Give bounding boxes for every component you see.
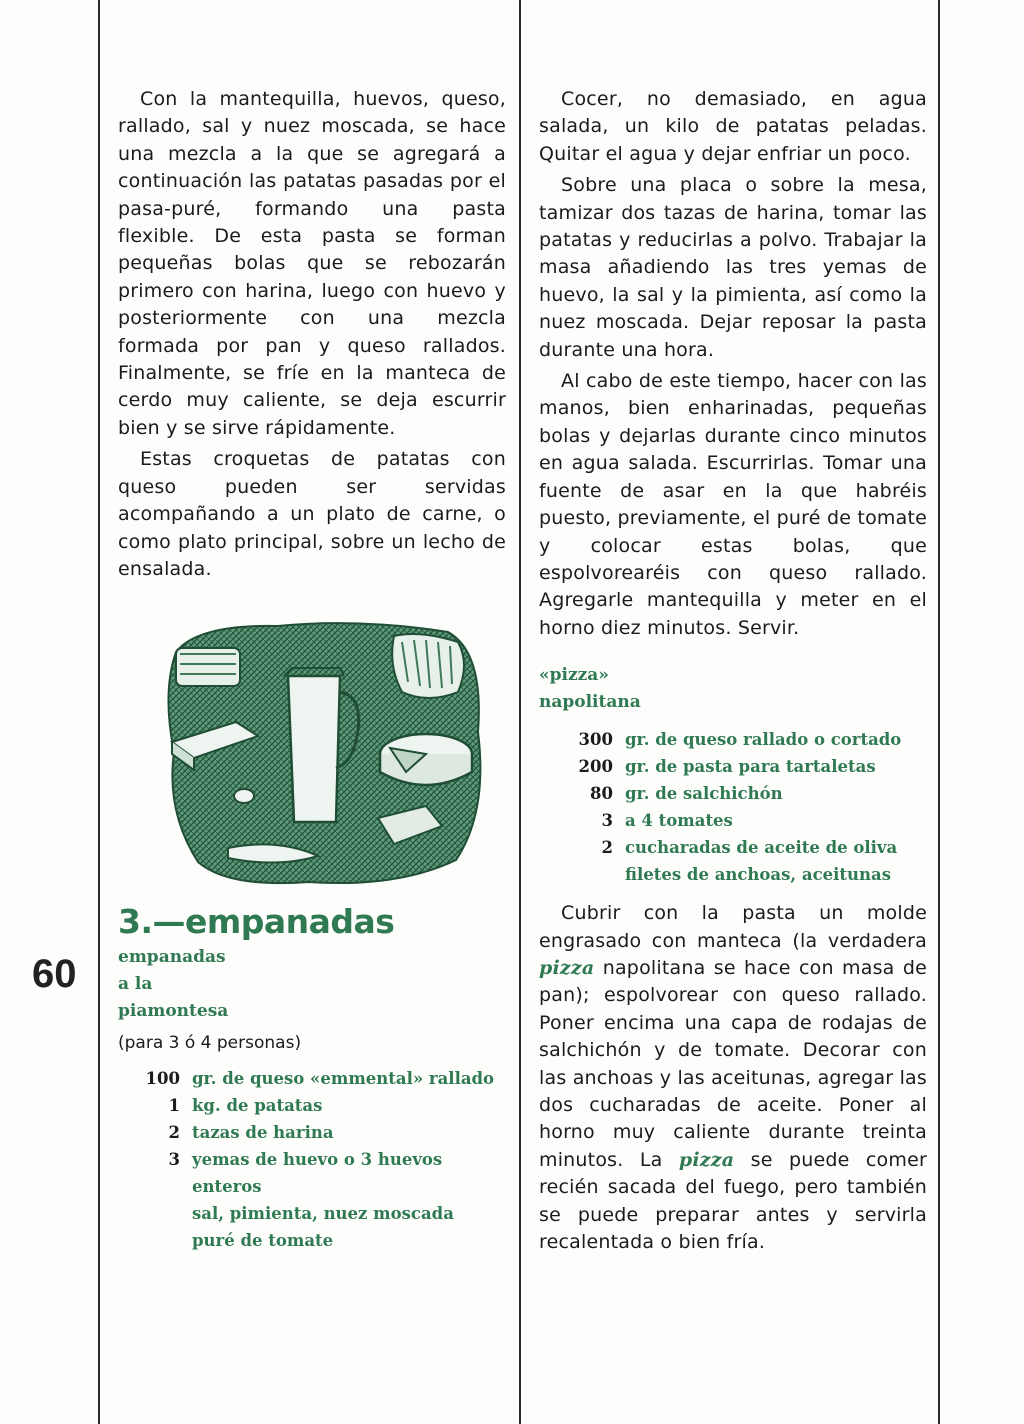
ingredient-text: sal, pimienta, nuez moscada xyxy=(192,1204,454,1223)
ingredient-item xyxy=(118,1092,506,1119)
ingredient-item xyxy=(118,1200,506,1227)
ingredient-text: yemas de huevo o 3 huevos enteros xyxy=(192,1150,443,1196)
right-paragraph-2: Sobre una placa o sobre la mesa, tamizar dos tazas de harina, tomar las patatas y reducirlas a polvo. Trabajar la masa añadiendo las tres yemas de huevo, la sal y la pimienta, así como la nuez moscada. Dejar reposar la pasta durante una hora. xyxy=(539,174,927,361)
center-column-rule xyxy=(519,0,521,1424)
ingredient-qty: 300 xyxy=(578,730,613,750)
recipe-name-line-1: empanadas xyxy=(118,947,226,967)
ingredient-item xyxy=(539,834,927,861)
pizza-recipe-header xyxy=(539,662,927,716)
ingredient-qty: 80 xyxy=(590,784,613,804)
ingredient-item xyxy=(539,753,927,780)
left-column xyxy=(118,86,506,587)
recipe-name-line-1: «pizza» xyxy=(539,665,609,686)
ingredient-text: a 4 tomates xyxy=(625,811,733,831)
empanadas-ingredient-list xyxy=(118,1065,506,1254)
ingredient-qty: 1 xyxy=(168,1096,180,1115)
text-run: Cubrir con la pasta un molde engrasado con manteca (la verdadera xyxy=(539,902,927,952)
right-paragraph-1: Cocer, no demasiado, en agua salada, un kilo de patatas peladas. Quitar el agua y dejar enfriar un poco. xyxy=(539,88,927,165)
ingredient-item xyxy=(118,1227,506,1254)
ingredient-text: gr. de queso «emmental» rallado xyxy=(192,1069,495,1088)
left-paragraph-1: Con la mantequilla, huevos, queso, rallado, sal y nuez moscada, se hace una mezcla a la que se agregará a continuación las patatas pasadas por el pasa-puré, formando una pasta flexible. De esta pasta se forman pequeñas bolas que se rebozarán primero con harina, luego con huevo y posteriormente con una mezcla formada por pan y queso rallados. Finalmente, se fríe en la manteca de cerdo muy caliente, se deja escurrir bien y se sirve rápidamente. xyxy=(118,88,506,439)
ingredient-qty: 2 xyxy=(601,838,613,858)
page-number: 60 xyxy=(32,952,77,996)
ingredient-item xyxy=(539,861,927,888)
left-paragraph-2: Estas croquetas de patatas con queso pueden ser servidas acompañando a un plato de carne, o como plato principal, sobre un lecho de ensalada. xyxy=(118,448,506,580)
ingredient-item xyxy=(118,1119,506,1146)
servings-note: (para 3 ó 4 personas) xyxy=(118,1033,302,1053)
ingredient-text: kg. de patatas xyxy=(192,1096,323,1115)
ingredient-qty xyxy=(118,1200,192,1227)
ingredient-qty xyxy=(539,861,625,888)
kitchen-still-life-illustration xyxy=(158,612,490,894)
ingredient-item xyxy=(539,726,927,753)
section-title: 3.—empanadas xyxy=(118,902,395,941)
ingredient-qty: 200 xyxy=(578,757,613,777)
recipe-name-line-2: a la xyxy=(118,974,153,994)
left-margin-rule xyxy=(98,0,100,1424)
emphasized-word: pizza xyxy=(539,956,595,979)
ingredient-text: gr. de queso rallado o cortado xyxy=(625,730,902,750)
ingredient-text: gr. de pasta para tartaletas xyxy=(625,757,876,777)
right-paragraph-4 xyxy=(539,900,927,1256)
right-column xyxy=(539,86,927,1260)
emphasized-word: pizza xyxy=(678,1148,735,1171)
ingredient-text: gr. de salchichón xyxy=(625,784,783,804)
recipe-name-line-2: napolitana xyxy=(539,692,641,713)
empanadas-section xyxy=(118,900,506,1254)
ingredient-qty xyxy=(118,1227,192,1254)
ingredient-item xyxy=(118,1065,506,1092)
ingredient-qty: 2 xyxy=(168,1123,180,1142)
ingredient-text: filetes de anchoas, aceitunas xyxy=(625,865,891,885)
ingredient-text: tazas de harina xyxy=(192,1123,334,1142)
ingredient-item xyxy=(539,780,927,807)
ingredient-item xyxy=(118,1146,506,1200)
ingredient-text: cucharadas de aceite de oliva xyxy=(625,838,898,858)
ingredient-qty: 3 xyxy=(168,1150,180,1169)
right-margin-rule xyxy=(938,0,940,1424)
recipe-name-line-3: piamontesa xyxy=(118,1001,229,1021)
ingredient-qty: 100 xyxy=(145,1069,180,1088)
pizza-ingredient-list xyxy=(539,726,927,888)
text-run: se puede comer recién sacada del fuego, pero también se puede preparar antes y servirla recalentada o bien fría. xyxy=(539,1148,927,1253)
ingredient-item xyxy=(539,807,927,834)
ingredient-text: puré de tomate xyxy=(192,1231,334,1250)
ingredient-qty: 3 xyxy=(601,811,613,831)
text-run: napolitana se hace con masa de pan); espolvorear con queso rallado. Poner encima una capa de rodajas de salchichón y de tomate. Decorar con las anchoas y las aceitunas, agregar las dos cucharadas de aceite. Poner al horno muy caliente durante treinta minutos. La xyxy=(539,956,927,1171)
right-paragraph-3: Al cabo de este tiempo, hacer con las manos, bien enharinadas, pequeñas bolas y dejarlas durante cinco minutos en agua salada. Escurrirlas. Tomar una fuente de asar en la que habréis puesto, previamente, el puré de tomate y colocar estas bolas, que espolvorearéis con queso rallado. Agregarle mantequilla y meter en el horno diez minutos. Servir. xyxy=(539,370,927,639)
